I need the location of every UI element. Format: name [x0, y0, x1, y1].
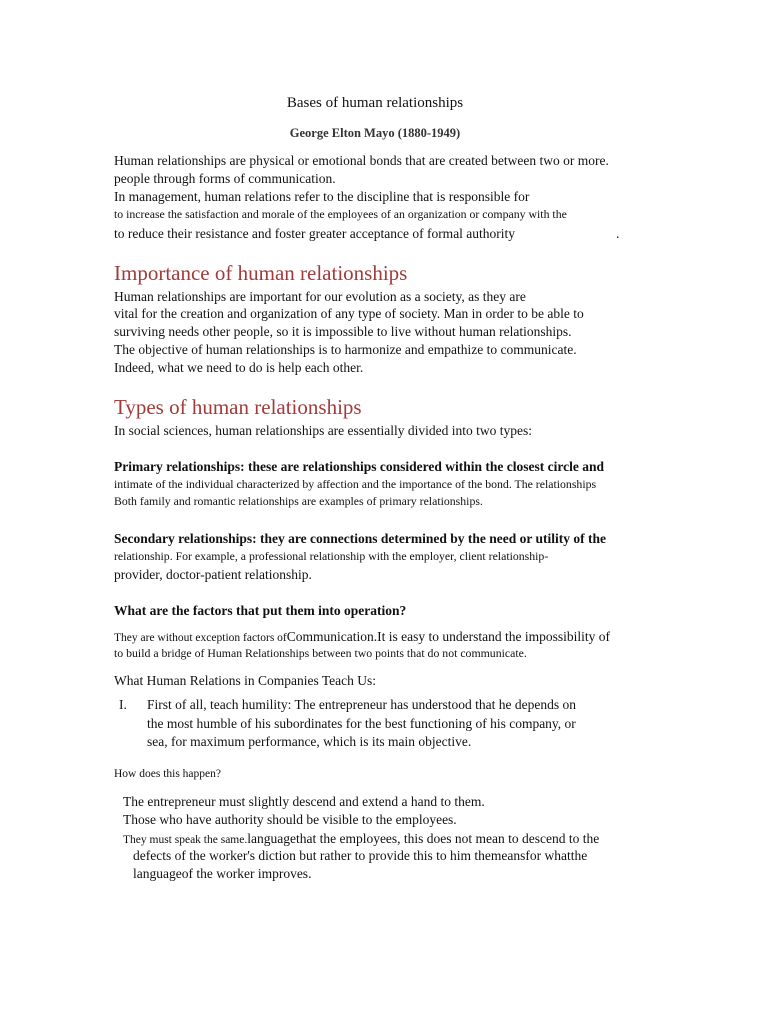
- factors-heading: What are the factors that put them into operation?: [114, 603, 407, 618]
- teach-line-1: First of all, teach humility: The entrepreneur has understood that he depends on: [147, 697, 577, 712]
- importance-heading: Importance of human relationships: [114, 261, 408, 285]
- factors-line-1: [114, 628, 610, 646]
- bullet-line-2: Those who have authority should be visible to the employees.: [123, 812, 457, 827]
- primary-line-3: Both family and romantic relationships are examples of primary relationships.: [114, 494, 483, 508]
- bullet-line-3-cont-2: languageof the worker improves.: [133, 866, 312, 881]
- bullet-line-3-cont-1: defects of the worker's diction but rather to provide this to him themeansfor whatthe: [133, 848, 588, 863]
- primary-line-2: intimate of the individual characterized by affection and the importance of the bond. The relationships: [114, 477, 597, 491]
- bullet-line-3-regular: languagethat the employees, this does not mean to descend to the: [247, 831, 600, 846]
- primary-line-1: Primary relationships: these are relationships considered within the closest circle and: [114, 459, 604, 474]
- teach-line-3: sea, for maximum performance, which is its main objective.: [147, 734, 472, 749]
- document-title: Bases of human relationships: [286, 95, 464, 111]
- teach-line-2: the most humble of his subordinates for the best functioning of his company, or: [147, 716, 576, 731]
- author-line: George Elton Mayo (1880-1949): [289, 126, 461, 140]
- bullet-line-3: [123, 830, 599, 848]
- secondary-line-2: relationship. For example, a professional relationship with the employer, client relationship-: [114, 549, 549, 563]
- secondary-line-1: Secondary relationships: they are connections determined by the need or utility of the: [114, 531, 606, 546]
- factors-line-2: to build a bridge of Human Relationships between two points that do not communicate.: [114, 646, 527, 660]
- importance-line-3: surviving needs other people, so it is impossible to live without human relationships.: [114, 324, 572, 339]
- factors-line-1-small: They are without exception factors of: [114, 632, 287, 644]
- types-intro: In social sciences, human relationships are essentially divided into two types:: [114, 423, 533, 438]
- how-question: How does this happen?: [114, 768, 221, 780]
- bullet-line-3-small: They must speak the same.: [123, 834, 248, 846]
- importance-line-2: vital for the creation and organization of any type of society. Man in order to be able to: [114, 306, 584, 321]
- importance-line-4: The objective of human relationships is to harmonize and empathize to communicate.: [114, 342, 577, 357]
- importance-line-5: Indeed, what we need to do is help each other.: [114, 360, 364, 375]
- secondary-line-3: provider, doctor-patient relationship.: [114, 567, 312, 582]
- intro-line-3: In management, human relations refer to the discipline that is responsible for: [114, 189, 530, 204]
- types-heading: Types of human relationships: [114, 395, 362, 419]
- teach-heading: What Human Relations in Companies Teach Us:: [114, 673, 377, 688]
- intro-line-1: Human relationships are physical or emotional bonds that are created between two or more.: [114, 153, 609, 168]
- bullet-line-1: The entrepreneur must slightly descend and extend a hand to them.: [123, 794, 485, 809]
- factors-line-1-regular: Communication.It is easy to understand the impossibility of: [286, 629, 610, 644]
- importance-line-1: Human relationships are important for our evolution as a society, as they are: [114, 289, 526, 304]
- intro-line-2: people through forms of communication.: [114, 171, 336, 186]
- intro-line-5: to reduce their resistance and foster greater acceptance of formal authority: [114, 226, 516, 241]
- intro-line-5-period: .: [616, 226, 620, 241]
- intro-line-4: to increase the satisfaction and morale of the employees of an organization or company with the: [114, 207, 567, 221]
- roman-numeral-i: I.: [119, 697, 127, 712]
